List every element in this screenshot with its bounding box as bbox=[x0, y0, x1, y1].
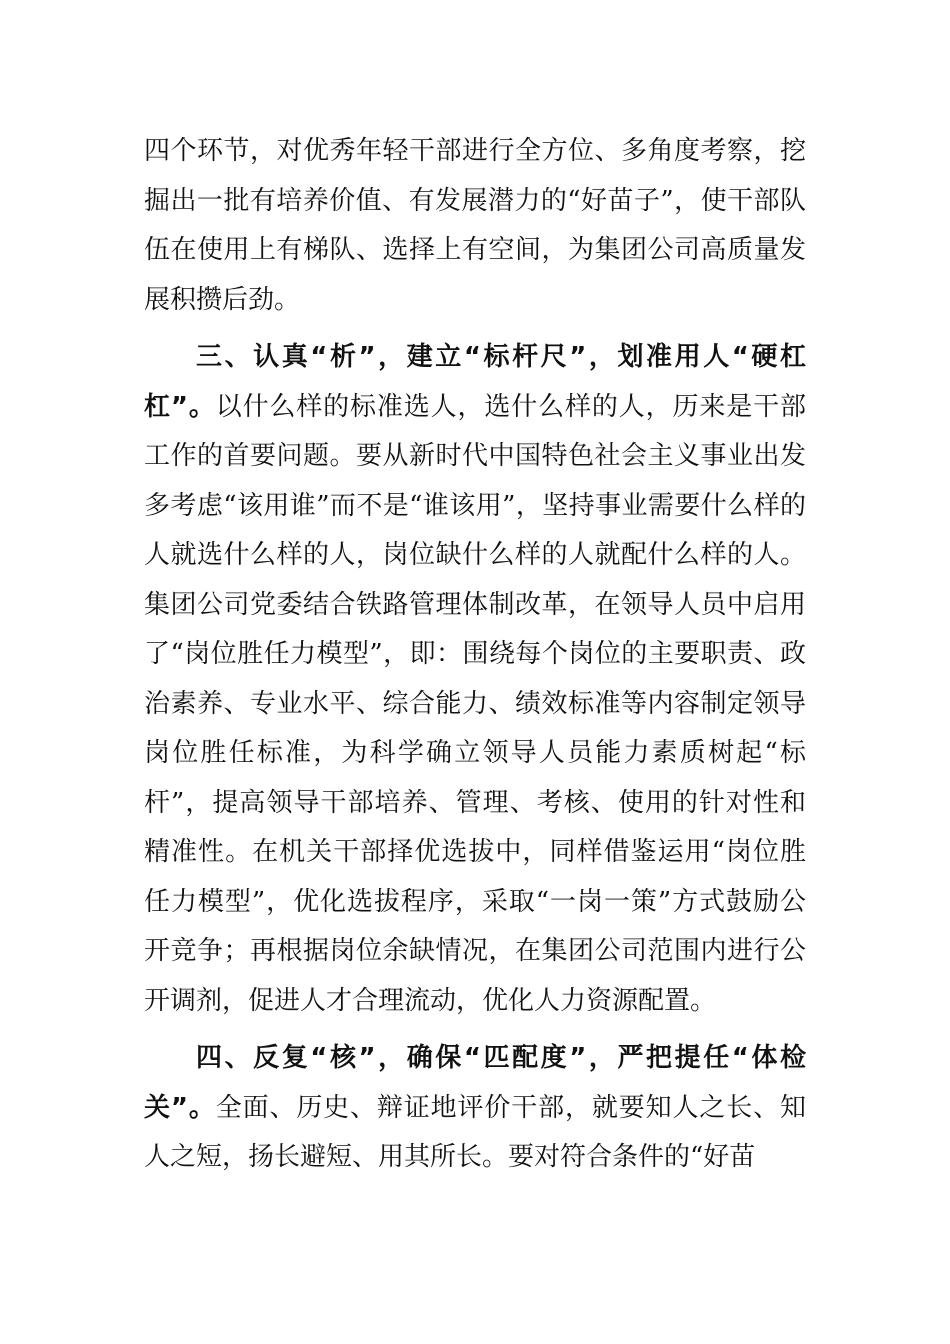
section-3-heading: 三、认真“析”，建立“标杆尺”，划准用人“硬杠杠”。 bbox=[144, 342, 806, 422]
paragraph-body: 四个环节，对优秀年轻干部进行全方位、多角度考察，挖掘出一批有培养价值、有发展潜力的“好苗子”，使干部队伍在使用上有梯队、选择上有空间，为集团公司高质量发展积攒后劲。 bbox=[144, 136, 806, 315]
paragraph-section-3 bbox=[144, 333, 806, 1026]
section-4-body: 全面、历史、辩证地评价干部，就要知人之长、知人之短，扬长避短、用其所长。要对符合条件的“好苗 bbox=[144, 1092, 806, 1172]
section-4-heading: 四、反复“核”，确保“匹配度”，严把提任“体检关”。 bbox=[144, 1043, 806, 1123]
paragraph-continuation bbox=[144, 127, 806, 325]
paragraph-section-4 bbox=[144, 1034, 806, 1183]
document-page bbox=[144, 127, 806, 1183]
section-3-body: 以什么样的标准选人，选什么样的人，历来是干部工作的首要问题。要从新时代中国特色社会主义事业出发多考虑“该用谁”而不是“谁该用”，坚持事业需要什么样的人就选什么样的人，岗位缺什么样的人就配什么样的人。集团公司党委结合铁路管理体制改革，在领导人员中启用了“岗位胜任力模型”，即：围绕每个岗位的主要职责、政治素养、专业水平、综合能力、绩效标准等内容制定领导岗位胜任标准，为科学确立领导人员能力素质树起“标杆”，提高领导干部培养、管理、考核、使用的针对性和精准性。在机关干部择优选拔中，同样借鉴运用“岗位胜任力模型”，优化选拔程序，采取“一岗一策”方式鼓励公开竞争；再根据岗位余缺情况，在集团公司范围内进行公开调剂，促进人才合理流动，优化人力资源配置。 bbox=[144, 391, 806, 1016]
